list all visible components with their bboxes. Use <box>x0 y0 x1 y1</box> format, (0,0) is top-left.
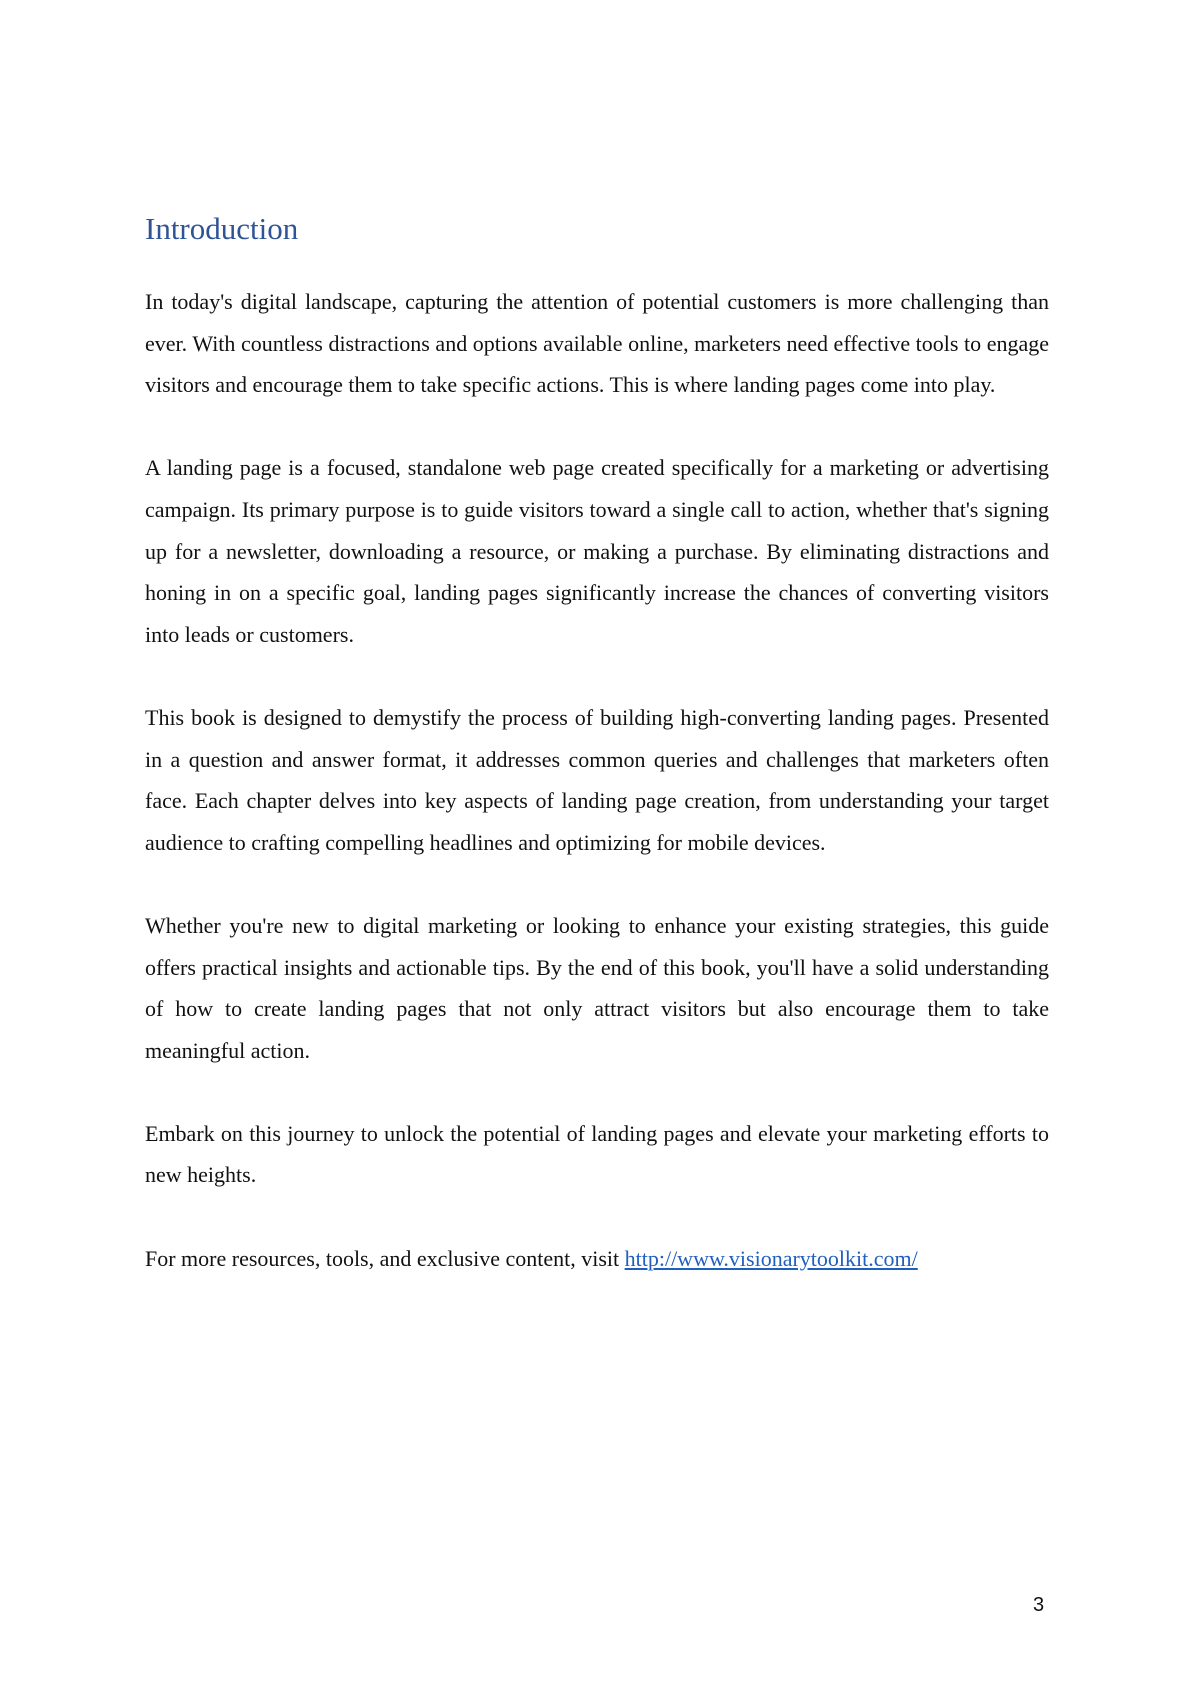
page-number: 3 <box>1033 1594 1045 1616</box>
paragraph-audience: Whether you're new to digital marketing or looking to enhance your existing strategies, this guide offers practical insights and actionable tips. By the end of this book, you'll have a solid understanding of how to create landing pages that not only attract visitors but also encourage them to take meaningful action. <box>145 912 1049 1063</box>
closing-text: For more resources, tools, and exclusive content, visit <box>145 1245 625 1271</box>
page-content <box>145 207 1049 1321</box>
website-link[interactable]: http://www.visionarytoolkit.com/ <box>624 1245 918 1271</box>
paragraph-landing-page-definition: A landing page is a focused, standalone web page created specifically for a marketing or advertising campaign. Its primary purpose is to guide visitors toward a single call to action, whether that's signing up for a newsletter, downloading a resource, or making a purchase. By eliminating distractions and honing in on a specific goal, landing pages significantly increase the chances of converting visitors into leads or customers. <box>145 455 1049 647</box>
paragraph-book-purpose: This book is designed to demystify the process of building high-converting landing pages. Presented in a question and answer format, it addresses common queries and challenges that marketers often face. Each chapter delves into key aspects of landing page creation, from understanding your target audience to crafting compelling headlines and optimizing for mobile devices. <box>145 704 1049 855</box>
paragraph-intro: In today's digital landscape, capturing the attention of potential customers is more challenging than ever. With countless distractions and options available online, marketers need effective tools to engage visitors and encourage them to take specific actions. This is where landing pages come into play. <box>145 289 1049 398</box>
paragraph-call-to-journey: Embark on this journey to unlock the potential of landing pages and elevate your marketing efforts to new heights. <box>145 1120 1049 1188</box>
closing-paragraph <box>145 1238 1049 1280</box>
section-heading: Introduction <box>145 211 299 246</box>
